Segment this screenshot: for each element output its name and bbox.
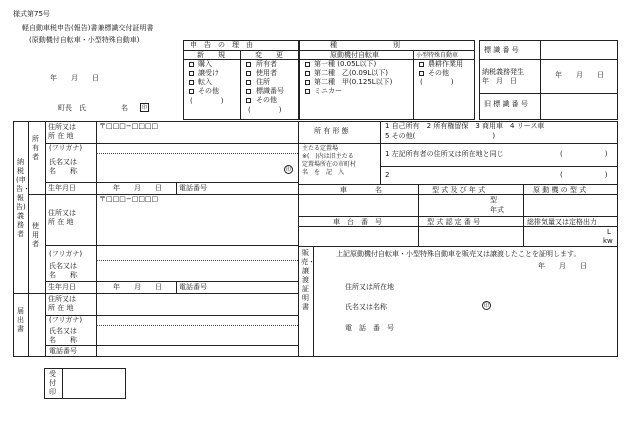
type-heading: 種 別: [330, 41, 400, 49]
seller-certificate-label: 販売・譲渡証明書: [301, 249, 315, 311]
addressee-seal: 印: [141, 105, 147, 111]
reason-new-label: 新 規: [197, 51, 225, 59]
change-address-checkbox[interactable]: [246, 80, 251, 85]
owner-furigana-label: (フリガナ): [49, 144, 83, 152]
change-owner-label: 所有者: [256, 60, 277, 68]
new-other-label: その他: [198, 87, 219, 95]
user-furigana-label: (フリガナ): [49, 250, 83, 258]
notifier-section-label: 届出書: [17, 307, 24, 333]
storage-option-2-paren: ( ): [560, 171, 608, 179]
minicar-label: ミニカー: [314, 87, 342, 95]
notifier-phone-label: 電話番号: [49, 347, 77, 355]
tax-liability-date-label: 納税義務発生 年 月 日: [482, 68, 524, 85]
receipt-stamp-label: 受付印: [49, 370, 56, 396]
user-phone-label: 電話番号: [179, 283, 207, 291]
special-farm-label: 農耕作業用: [428, 60, 463, 68]
year-value: 年式: [490, 206, 504, 214]
seller-phone-label: 電 話 番 号: [345, 324, 394, 332]
engine-model-label: 原 動 機 の 型 式: [533, 186, 587, 194]
user-address-label: 住所又は 所 在 地: [48, 209, 76, 226]
special-other-label: その他: [428, 69, 449, 77]
change-other-label: その他: [256, 96, 277, 104]
model-year-label: 型 式 及 び 年 式: [432, 186, 486, 194]
change-plate-label: 標識番号: [256, 87, 284, 95]
type-cert-label: 型 式 認 定 番 号: [427, 218, 481, 226]
displacement-label: 総排気量又は定格出力: [527, 218, 597, 226]
user-postal-mark: 〒□□□−□□□□: [99, 195, 159, 203]
ownership-form-options: 1 自己所有 2 所有権留保 3 商用車 4 リース車: [385, 122, 545, 130]
vehicle-name-label: 車 名: [340, 186, 382, 194]
new-purchase-label: 購入: [198, 60, 212, 68]
taxpayer-section-label: 納税(申告・報告)義務者: [16, 158, 30, 238]
owner-side-label: 所有者: [32, 135, 39, 161]
new-transfer-checkbox[interactable]: [189, 71, 194, 76]
form-title: 軽自動車税申告(報告)書兼標識交付証明書: [22, 24, 154, 32]
change-plate-checkbox[interactable]: [246, 89, 251, 94]
new-movein-label: 転入: [198, 78, 212, 86]
notifier-address-label: 住所又は 所 在 地: [48, 295, 76, 312]
new-transfer-label: 譲受け: [198, 69, 219, 77]
owner-seal: 印: [285, 167, 291, 173]
storage-place-label: 主たる定置場 ※( )内は旧主たる 定置場所在の市町村 名 を 記 入: [302, 145, 357, 176]
special-other-paren: ( ): [420, 78, 454, 86]
unit-kw: kw: [603, 237, 613, 245]
new-other-paren: ( ): [190, 97, 224, 105]
owner-postal-mark: 〒□□□−□□□□: [99, 122, 159, 130]
notifier-furigana-label: (フリガナ): [49, 316, 83, 324]
user-side-label: 使用者: [32, 222, 39, 248]
moped-class2b-label: 第二種 乙(0.09L以下): [314, 69, 388, 77]
change-owner-checkbox[interactable]: [246, 62, 251, 67]
form-number: 様式第75号: [13, 10, 50, 18]
moped-class1-label: 第一種 (0.05L以下): [314, 60, 377, 68]
owner-address-label: 住所又は 所 在 地: [48, 123, 76, 140]
moped-class2a-label: 第二種 甲(0.125L以下): [314, 78, 393, 86]
owner-birth-value: 年 月 日: [113, 184, 162, 192]
change-address-label: 住所: [256, 78, 270, 86]
user-birth-value: 年 月 日: [113, 283, 162, 291]
frame-number-label: 車 台 番 号: [333, 218, 382, 226]
user-name-label: 氏名又は 名 称: [49, 262, 77, 279]
new-movein-checkbox[interactable]: [189, 80, 194, 85]
user-birth-label: 生年月日: [48, 283, 76, 291]
minicar-checkbox[interactable]: [305, 89, 310, 94]
addressee-label: 町長 氏 名: [58, 104, 128, 112]
moped-class2b-checkbox[interactable]: [305, 71, 310, 76]
change-user-checkbox[interactable]: [246, 71, 251, 76]
change-other-paren: ( ): [248, 106, 282, 114]
form-subtitle: (原動機付自転車・小型特殊自動車): [29, 36, 140, 44]
seller-name-label: 氏名又は名称: [345, 303, 387, 311]
plate-number-label: 標 識 番 号: [484, 46, 519, 54]
reason-heading: 申 告 の 理 由: [190, 41, 253, 49]
special-farm-checkbox[interactable]: [419, 62, 424, 67]
seller-seal: 印: [483, 303, 489, 309]
storage-option-2: 2: [385, 171, 390, 179]
special-vehicle-label: 小型特殊自動車: [416, 52, 459, 59]
seller-date: 年 月 日: [538, 262, 587, 270]
moped-class1-checkbox[interactable]: [305, 62, 310, 67]
owner-birth-label: 生年月日: [48, 184, 76, 192]
notifier-name-label: 氏名又は 名 称: [49, 327, 77, 344]
new-other-checkbox[interactable]: [189, 89, 194, 94]
moped-label: 原動機付自転車: [330, 51, 379, 59]
moped-class2a-checkbox[interactable]: [305, 80, 310, 85]
change-user-label: 使用者: [256, 69, 277, 77]
model-value: 型: [490, 196, 497, 204]
seller-address-label: 住所又は所在地: [345, 283, 394, 291]
ownership-form-other: 5 その他( ): [385, 132, 496, 140]
tax-liability-date-value: 年 月 日: [555, 71, 604, 79]
ownership-form-label: 所 有 形 態: [314, 127, 349, 135]
owner-phone-label: 電話番号: [179, 184, 207, 192]
unit-liter: L: [607, 228, 611, 236]
reason-change-label: 変 更: [255, 51, 283, 59]
old-plate-number-label: 旧 標 識 番 号: [484, 100, 528, 108]
special-other-checkbox[interactable]: [419, 71, 424, 76]
storage-option-1: 1 左記所有者の住所又は所在地と同じ: [385, 150, 504, 158]
change-other-checkbox[interactable]: [246, 98, 251, 103]
storage-option-1-paren: ( ): [560, 150, 608, 158]
new-purchase-checkbox[interactable]: [189, 62, 194, 67]
seller-statement: 上記原動機付自転車・小型特殊自動車を販売又は譲渡したことを証明します。: [336, 250, 581, 258]
declaration-date: 年 月 日: [50, 74, 99, 82]
owner-name-label: 氏名又は 名 称: [49, 158, 77, 175]
